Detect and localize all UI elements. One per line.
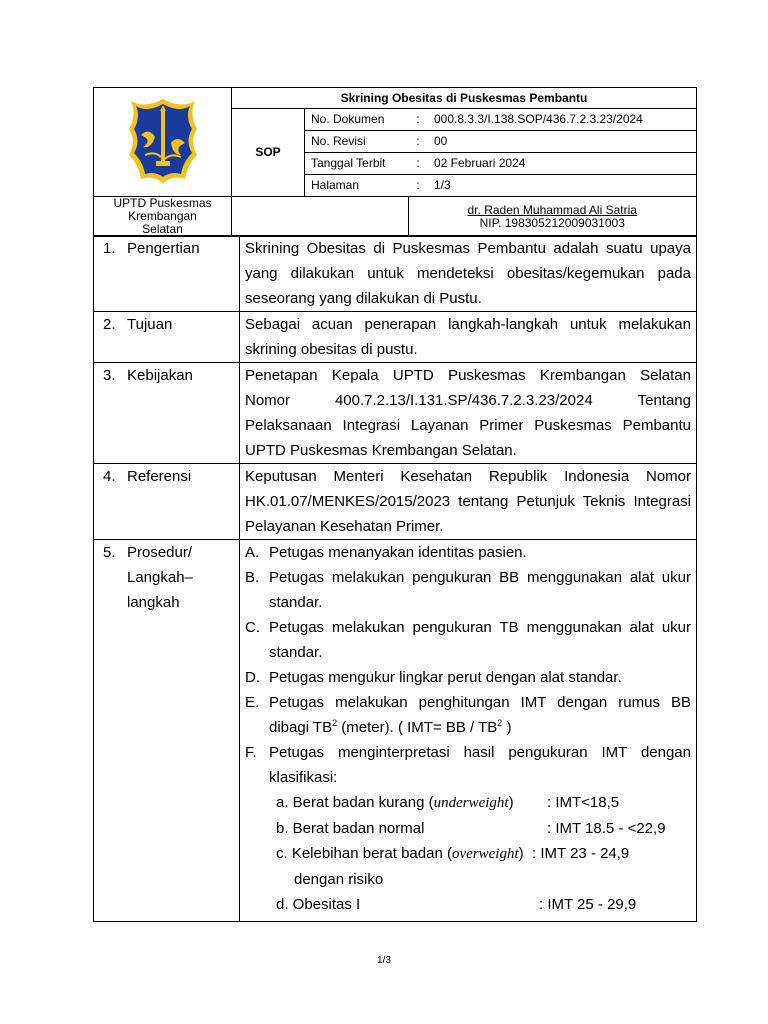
classification-label — [276, 790, 547, 816]
step-text-part: (meter). ( IMT= BB / TB — [337, 719, 498, 736]
step-text: Petugas menginterpretasi hasil pengukuran IMT dengan klasifikasi: — [269, 744, 691, 786]
meta-value-halaman: 1/3 — [428, 175, 697, 197]
classification-term: underweight — [433, 795, 509, 811]
classification-term: overweight — [451, 846, 519, 862]
step-text: Petugas melakukan pengukuran BB menggunakan alat ukur standar. — [269, 569, 691, 611]
step-letter: A. — [245, 544, 260, 561]
classification-value: : IMT 25 - 29,9 — [539, 896, 637, 913]
section-number: 4. — [103, 468, 116, 485]
section-number: 1. — [103, 240, 116, 257]
meta-value-no-dokumen: 000.8.3.3/I.138.SOP/436.7.2.3.23/2024 — [428, 109, 697, 131]
step-text-part: Petugas melakukan penghitungan IMT dengan rumus BB dibagi TB — [269, 694, 691, 736]
policy-number: 400.7.2.13/I.131.SP/436.7.2.3.23/2024 — [334, 392, 593, 409]
procedure-step — [245, 740, 691, 790]
sop-label: SOP — [232, 109, 305, 197]
section-row-tujuan — [94, 312, 697, 363]
section-title: Prosedur/ — [127, 544, 193, 561]
meta-value-tanggal-terbit: 02 Februari 2024 — [428, 153, 697, 175]
policy-text: Pelaksanaan Integrasi Layanan Primer Puskesmas Pembantu — [245, 417, 691, 434]
superscript: 2 — [332, 718, 338, 728]
section-title: Tujuan — [127, 316, 173, 333]
classification-item — [245, 892, 691, 917]
document-header-table — [93, 87, 697, 237]
classification-value: : IMT 18.5 - <22,9 — [547, 820, 666, 837]
policy-line: UPTD Puskesmas Krembangan Selatan. — [245, 442, 517, 459]
classification-label: d. Obesitas I — [276, 896, 361, 913]
policy-text: Penetapan Kepala UPTD Puskesmas Krembangan Selatan — [245, 367, 691, 384]
meta-value-no-revisi: 00 — [428, 131, 697, 153]
surabaya-emblem-icon — [125, 95, 201, 187]
step-text: Petugas melakukan pengukuran TB menggunakan alat ukur standar. — [269, 619, 691, 661]
meta-label-no-dokumen: No. Dokumen — [305, 109, 409, 131]
section-row-prosedur — [94, 540, 697, 922]
procedure-step — [245, 665, 691, 690]
step-text: Petugas menanyakan identitas pasien. — [269, 544, 527, 561]
classification-text: c. Kelebihan berat badan ( — [276, 845, 452, 862]
section-title: langkah — [127, 594, 180, 611]
section-content — [240, 464, 697, 540]
section-row-pengertian — [94, 236, 697, 312]
section-row-referensi — [94, 464, 697, 540]
policy-text: Tentang — [637, 392, 691, 409]
signatory-nip: NIP. 198305212009031003 — [479, 215, 625, 230]
step-letter: E. — [245, 694, 260, 711]
logo-cell — [94, 88, 232, 197]
page-number: 1/3 — [377, 955, 391, 966]
policy-line — [245, 413, 691, 438]
unit-name-line: UPTD Puskesmas — [113, 196, 212, 210]
section-text: Keputusan Menteri Kesehatan Republik Indonesia Nomor HK.01.07/MENKES/2015/2023 tentang Petunjuk Teknis Integrasi Pelayanan Kesehatan Primer. — [245, 468, 691, 535]
section-label — [94, 236, 240, 312]
section-title: Pengertian — [127, 240, 200, 257]
step-text — [269, 690, 691, 740]
meta-colon: : — [408, 153, 428, 175]
meta-colon: : — [408, 109, 428, 131]
section-title: Referensi — [127, 468, 192, 485]
step-letter: C. — [245, 619, 260, 636]
unit-name-line: Krembangan — [128, 209, 197, 223]
classification-item — [245, 841, 691, 867]
unit-name-line: Selatan — [142, 222, 183, 236]
section-content — [240, 312, 697, 363]
document-title: Skrining Obesitas di Puskesmas Pembantu — [232, 88, 697, 109]
classification-value: : IMT 23 - 24,9 — [532, 845, 630, 862]
meta-label-tanggal-terbit: Tanggal Terbit — [305, 153, 409, 175]
meta-label-halaman: Halaman — [305, 175, 409, 197]
signatory-cell — [408, 197, 697, 237]
classification-item — [245, 816, 691, 841]
section-label — [94, 363, 240, 464]
section-text: Skrining Obesitas di Puskesmas Pembantu adalah suatu upaya yang dilakukan untuk mendeteksi obesitas/kegemukan pada seseorang yang dilakukan di Pustu. — [245, 240, 691, 307]
classification-text: ) — [518, 845, 524, 862]
classification-text: ) — [508, 794, 514, 811]
section-title: Langkah– — [127, 569, 193, 586]
superscript: 2 — [497, 718, 503, 728]
section-text: Sebagai acuan penerapan langkah-langkah untuk melakukan skrining obesitas di pustu. — [245, 316, 691, 358]
section-label — [94, 540, 240, 922]
step-text: Petugas mengukur lingkar perut dengan alat standar. — [269, 669, 622, 686]
section-number: 2. — [103, 316, 116, 333]
step-text-part: ) — [502, 719, 512, 736]
procedure-step — [245, 690, 691, 740]
section-title: Kebijakan — [127, 367, 193, 384]
section-content — [240, 540, 697, 922]
classification-label — [276, 841, 532, 867]
classification-item — [245, 790, 691, 816]
step-letter: D. — [245, 669, 260, 686]
step-letter: F. — [245, 744, 257, 761]
step-letter: B. — [245, 569, 260, 586]
section-content — [240, 236, 697, 312]
meta-colon: : — [408, 175, 428, 197]
unit-name-cell — [94, 197, 232, 237]
classification-value: : IMT<18,5 — [547, 794, 620, 811]
meta-label-no-revisi: No. Revisi — [305, 131, 409, 153]
signatory-name: dr. Raden Muhammad Ali Satria — [467, 202, 637, 217]
procedure-step — [245, 540, 691, 565]
section-label — [94, 464, 240, 540]
section-number: 5. — [103, 544, 116, 561]
section-label — [94, 312, 240, 363]
sop-content-table — [93, 235, 697, 922]
classification-continuation: dengan risiko — [294, 871, 384, 888]
empty-cell — [232, 197, 409, 237]
meta-colon: : — [408, 131, 428, 153]
section-content — [240, 363, 697, 464]
classification-label: b. Berat badan normal — [276, 820, 425, 837]
policy-text: Nomor — [245, 392, 291, 409]
section-row-kebijakan — [94, 363, 697, 464]
policy-line — [245, 388, 691, 413]
procedure-step — [245, 565, 691, 615]
policy-line — [245, 363, 691, 388]
section-number: 3. — [103, 367, 116, 384]
classification-text: a. Berat badan kurang ( — [276, 794, 434, 811]
procedure-step — [245, 615, 691, 665]
